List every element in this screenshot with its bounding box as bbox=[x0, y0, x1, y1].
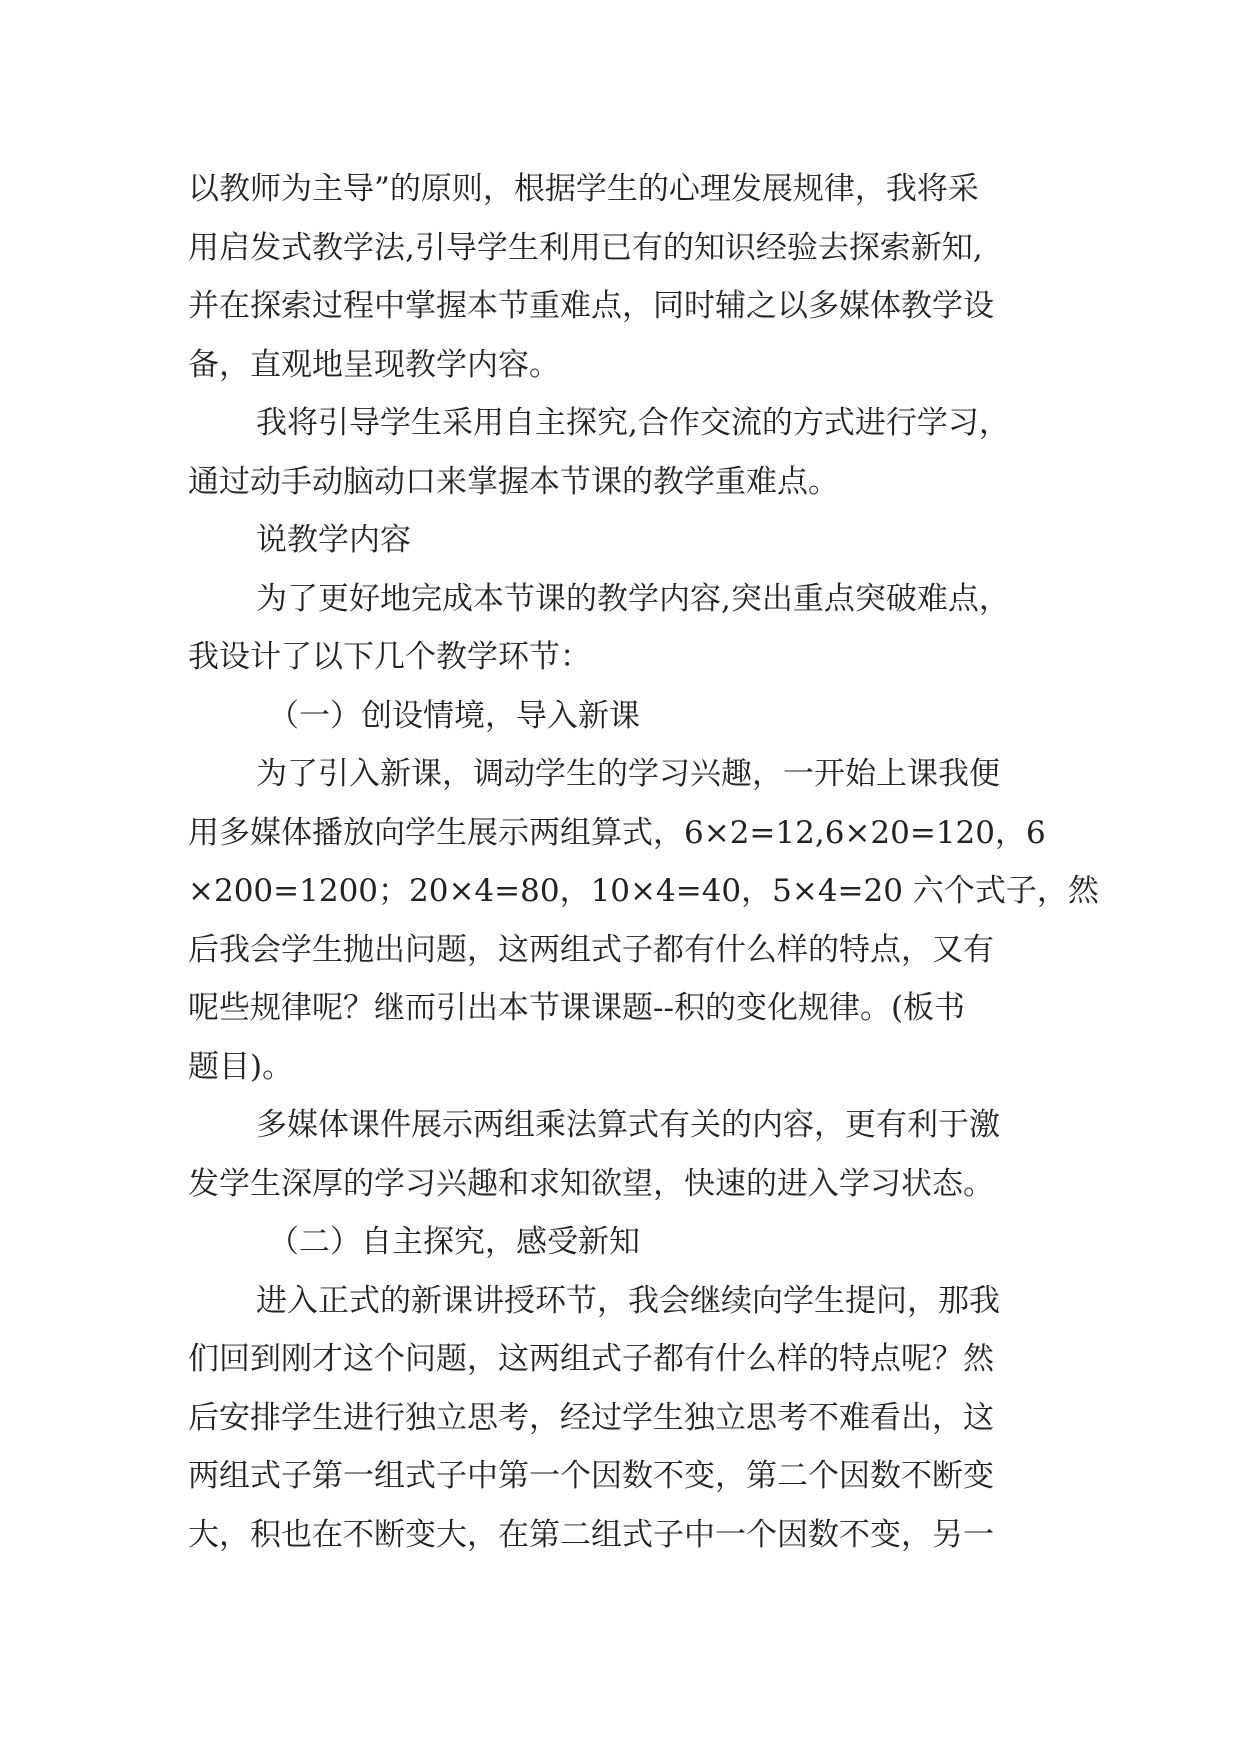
text-line: 用启发式教学法,引导学生利用已有的知识经验去探索新知, bbox=[188, 229, 983, 266]
text-line: 并在探索过程中掌握本节重难点，同时辅之以多媒体教学设 bbox=[188, 288, 994, 324]
text-line: 们回到刚才这个问题，这两组式子都有什么样的特点呢？然 bbox=[188, 1341, 994, 1377]
text-line: 后安排学生进行独立思考，经过学生独立思考不难看出，这 bbox=[188, 1399, 994, 1436]
paragraph-first-line: 说教学内容 bbox=[256, 522, 411, 558]
text-line: 呢些规律呢？继而引出本节课课题--积的变化规律。(板书 bbox=[188, 990, 966, 1026]
paragraph-first-line: 我将引导学生采用自主探究,合作交流的方式进行学习， bbox=[256, 405, 1010, 441]
text-line: 发学生深厚的学习兴趣和求知欲望，快速的进入学习状态。 bbox=[188, 1165, 994, 1202]
text-line: 两组式子第一组式子中第一个因数不变，第二个因数不断变 bbox=[188, 1458, 994, 1494]
paragraph-first-line: 为了更好地完成本节课的教学内容,突出重点突破难点， bbox=[256, 580, 1010, 617]
text-line: 我设计了以下几个教学环节： bbox=[188, 639, 591, 675]
section-heading: （二）自主探究，感受新知 bbox=[268, 1224, 640, 1260]
text-line: 通过动手动脑动口来掌握本节课的教学重难点。 bbox=[188, 463, 839, 500]
text-line: 用多媒体播放向学生展示两组算式，6×2=12,6×20=120，6 bbox=[188, 814, 1046, 851]
text-line: 以教师为主导”的原则，根据学生的心理发展规律，我将采 bbox=[188, 171, 979, 207]
paragraph-first-line: 为了引入新课，调动学生的学习兴趣，一开始上课我便 bbox=[256, 756, 1000, 792]
text-line: 题目)。 bbox=[188, 1048, 294, 1085]
text-line: 备，直观地呈现教学内容。 bbox=[188, 346, 560, 383]
document-body bbox=[188, 160, 1099, 1564]
text-line: ×200=1200；20×4=80，10×4=40，5×4=20 六个式子，然 bbox=[188, 873, 1099, 909]
paragraph-first-line: 多媒体课件展示两组乘法算式有关的内容，更有利于激 bbox=[256, 1107, 1000, 1143]
text-line: 大，积也在不断变大，在第二组式子中一个因数不变，另一 bbox=[188, 1516, 994, 1553]
paragraph-first-line: 进入正式的新课讲授环节，我会继续向学生提问，那我 bbox=[256, 1282, 1000, 1319]
section-heading: （一）创设情境，导入新课 bbox=[268, 697, 640, 734]
text-line: 后我会学生抛出问题，这两组式子都有什么样的特点，又有 bbox=[188, 931, 994, 968]
